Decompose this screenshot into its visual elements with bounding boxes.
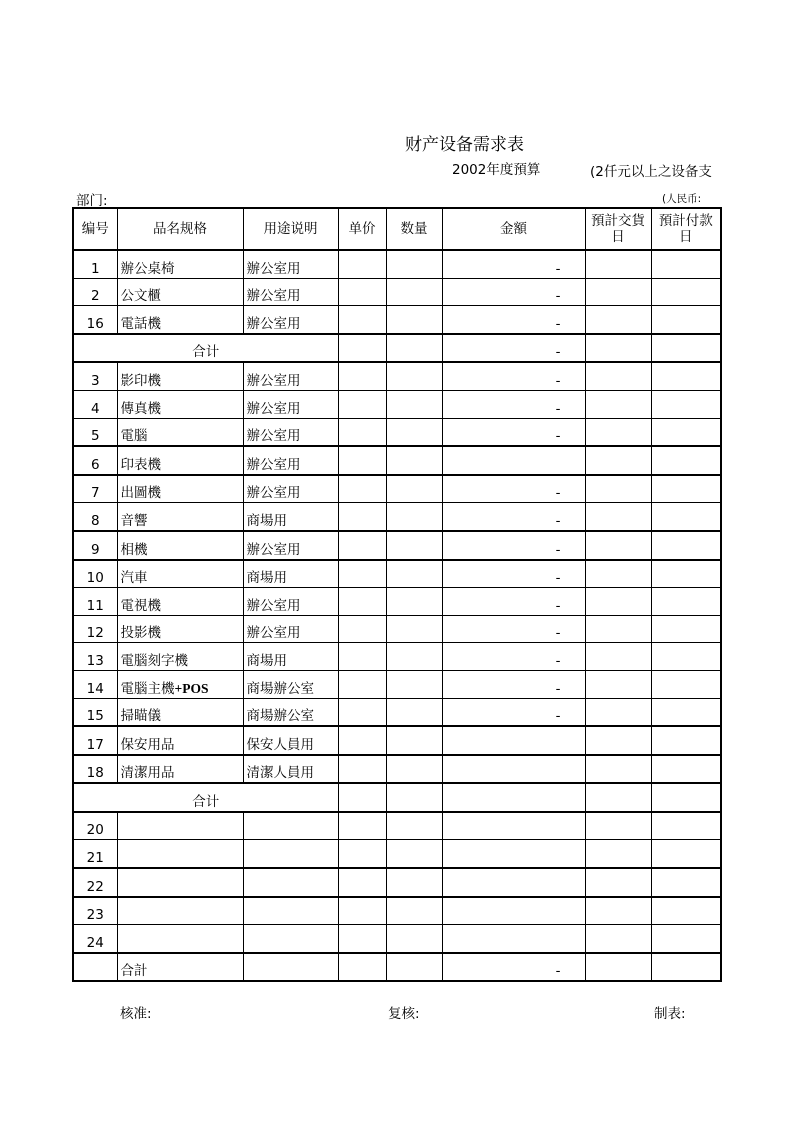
cell-no: 23 (73, 897, 117, 925)
cell-unit-price (338, 503, 386, 531)
cell-quantity (386, 390, 442, 418)
cell-quantity (386, 698, 442, 726)
equipment-request-table (72, 207, 722, 982)
cell-unit-price (338, 475, 386, 503)
cell-purpose: 辦公室用 (243, 446, 338, 475)
cell-name: 傳真機 (117, 390, 243, 418)
cell-quantity (386, 446, 442, 475)
cell-quantity (386, 418, 442, 446)
cell-purpose: 辦公室用 (243, 615, 338, 643)
cell-no: 7 (73, 475, 117, 503)
cell-quantity (386, 925, 442, 953)
table-row (73, 840, 721, 868)
header-delivery-date: 預計交貨日 (585, 208, 651, 250)
cell-name: 掃瞄儀 (117, 698, 243, 726)
cell-unit-price (338, 698, 386, 726)
cell-payment-date (651, 783, 721, 812)
cell-purpose: 商場辦公室 (243, 698, 338, 726)
cell-delivery-date (585, 278, 651, 306)
header-no: 编号 (73, 208, 117, 250)
cell-amount: - (442, 615, 585, 643)
cell-purpose: 辦公室用 (243, 475, 338, 503)
table-row (73, 755, 721, 784)
cell-purpose: 辦公室用 (243, 306, 338, 334)
cell-amount (442, 783, 585, 812)
cell-name: 投影機 (117, 615, 243, 643)
cell-unit-price (338, 726, 386, 755)
cell-no: 1 (73, 250, 117, 278)
cell-payment-date (651, 643, 721, 671)
cell-amount: - (442, 503, 585, 531)
cell-purpose (243, 897, 338, 925)
cell-amount: - (442, 250, 585, 278)
cell-name: 電腦刻字機 (117, 643, 243, 671)
cell-no: 20 (73, 812, 117, 840)
table-row (73, 925, 721, 953)
cell-quantity (386, 503, 442, 531)
table-row (73, 418, 721, 446)
cell-purpose: 辦公室用 (243, 390, 338, 418)
cell-purpose: 辦公室用 (243, 418, 338, 446)
cell-unit-price (338, 783, 386, 812)
cell-quantity (386, 812, 442, 840)
cell-purpose: 商場用 (243, 643, 338, 671)
cell-amount (442, 868, 585, 897)
cell-payment-date (651, 334, 721, 363)
cell-quantity (386, 643, 442, 671)
cell-name: 電話機 (117, 306, 243, 334)
table-row (73, 897, 721, 925)
cell-amount (442, 446, 585, 475)
cell-no: 3 (73, 362, 117, 390)
cell-delivery-date (585, 615, 651, 643)
cell-delivery-date (585, 306, 651, 334)
cell-unit-price (338, 306, 386, 334)
cell-no: 13 (73, 643, 117, 671)
cell-name: 汽車 (117, 560, 243, 588)
cell-payment-date (651, 840, 721, 868)
cell-purpose (243, 925, 338, 953)
cell-quantity (386, 362, 442, 390)
cell-delivery-date (585, 698, 651, 726)
cell-name (117, 868, 243, 897)
cell-amount: - (442, 643, 585, 671)
cell-delivery-date (585, 390, 651, 418)
cell-unit-price (338, 588, 386, 616)
cell-unit-price (338, 670, 386, 698)
subtotal-row (73, 783, 721, 812)
cell-name: 電腦主機+POS (117, 670, 243, 698)
cell-delivery-date (585, 531, 651, 560)
cell-amount: - (442, 560, 585, 588)
cell-quantity (386, 531, 442, 560)
table-row (73, 698, 721, 726)
cell-no (73, 953, 117, 982)
cell-no: 16 (73, 306, 117, 334)
cell-name: 清潔用品 (117, 755, 243, 784)
cell-amount (442, 755, 585, 784)
cell-delivery-date (585, 868, 651, 897)
cell-unit-price (338, 531, 386, 560)
cell-quantity (386, 840, 442, 868)
cell-amount (442, 840, 585, 868)
cell-payment-date (651, 812, 721, 840)
cell-delivery-date (585, 643, 651, 671)
cell-amount: - (442, 306, 585, 334)
cell-purpose: 商場用 (243, 560, 338, 588)
table-row (73, 446, 721, 475)
cell-delivery-date (585, 503, 651, 531)
cell-no: 15 (73, 698, 117, 726)
cell-unit-price (338, 560, 386, 588)
cell-unit-price (338, 755, 386, 784)
cell-name: 影印機 (117, 362, 243, 390)
header-unit-price: 单价 (338, 208, 386, 250)
cell-payment-date (651, 897, 721, 925)
cell-payment-date (651, 362, 721, 390)
cell-unit-price (338, 278, 386, 306)
cell-amount: - (442, 698, 585, 726)
cell-no: 17 (73, 726, 117, 755)
prepared-by-label: 制表: (654, 1006, 686, 1022)
table-row (73, 362, 721, 390)
cell-purpose: 保安人員用 (243, 726, 338, 755)
cell-unit-price (338, 812, 386, 840)
cell-amount (442, 897, 585, 925)
cell-payment-date (651, 698, 721, 726)
cell-quantity (386, 306, 442, 334)
cell-unit-price (338, 362, 386, 390)
cell-delivery-date (585, 726, 651, 755)
cell-quantity (386, 868, 442, 897)
cell-amount: - (442, 531, 585, 560)
cell-amount: - (442, 418, 585, 446)
cell-delivery-date (585, 560, 651, 588)
cell-name: 保安用品 (117, 726, 243, 755)
cell-delivery-date (585, 446, 651, 475)
cell-no: 18 (73, 755, 117, 784)
table-row (73, 588, 721, 616)
cell-name: 相機 (117, 531, 243, 560)
cell-quantity (386, 475, 442, 503)
cell-quantity (386, 726, 442, 755)
cell-payment-date (651, 306, 721, 334)
cell-no: 2 (73, 278, 117, 306)
cell-name: 電腦 (117, 418, 243, 446)
cell-delivery-date (585, 897, 651, 925)
table-row (73, 250, 721, 278)
cell-name: 音響 (117, 503, 243, 531)
cell-unit-price (338, 840, 386, 868)
cell-delivery-date (585, 953, 651, 982)
cell-payment-date (651, 278, 721, 306)
cell-quantity (386, 897, 442, 925)
cell-no: 11 (73, 588, 117, 616)
cell-no: 21 (73, 840, 117, 868)
cell-purpose: 商場用 (243, 503, 338, 531)
table-row (73, 531, 721, 560)
table-row (73, 643, 721, 671)
cell-payment-date (651, 475, 721, 503)
page-title: 财产设备需求表 (405, 135, 524, 155)
cell-payment-date (651, 868, 721, 897)
approved-by-label: 核准: (120, 1006, 152, 1022)
cell-unit-price (338, 334, 386, 363)
cell-payment-date (651, 446, 721, 475)
cell-delivery-date (585, 755, 651, 784)
cell-name (117, 840, 243, 868)
cell-name (117, 925, 243, 953)
cell-payment-date (651, 953, 721, 982)
table-row (73, 953, 721, 982)
cell-unit-price (338, 868, 386, 897)
cell-amount: - (442, 278, 585, 306)
table-row (73, 868, 721, 897)
header-purpose: 用途说明 (243, 208, 338, 250)
cell-no: 12 (73, 615, 117, 643)
cell-delivery-date (585, 475, 651, 503)
cell-payment-date (651, 588, 721, 616)
table-row (73, 812, 721, 840)
cell-payment-date (651, 390, 721, 418)
cell-unit-price (338, 953, 386, 982)
cell-purpose: 辦公室用 (243, 588, 338, 616)
cell-payment-date (651, 925, 721, 953)
table-row (73, 726, 721, 755)
cell-purpose: 辦公室用 (243, 250, 338, 278)
cell-quantity (386, 334, 442, 363)
cell-amount (442, 812, 585, 840)
cell-amount: - (442, 670, 585, 698)
cell-no: 9 (73, 531, 117, 560)
cell-amount: - (442, 390, 585, 418)
cell-unit-price (338, 925, 386, 953)
cell-name: 合計 (117, 953, 243, 982)
table-row (73, 670, 721, 698)
cell-quantity (386, 953, 442, 982)
cell-delivery-date (585, 840, 651, 868)
cell-quantity (386, 755, 442, 784)
cell-no: 8 (73, 503, 117, 531)
header-name: 品名规格 (117, 208, 243, 250)
cell-name: 出圖機 (117, 475, 243, 503)
table-row (73, 615, 721, 643)
cell-purpose (243, 812, 338, 840)
cell-payment-date (651, 670, 721, 698)
cell-no: 6 (73, 446, 117, 475)
cell-payment-date (651, 418, 721, 446)
cell-purpose: 辦公室用 (243, 278, 338, 306)
currency-unit-note: (人民币: (662, 193, 702, 205)
cell-no: 14 (73, 670, 117, 698)
cell-amount (442, 726, 585, 755)
cell-purpose: 辦公室用 (243, 531, 338, 560)
cell-name (117, 897, 243, 925)
cell-delivery-date (585, 812, 651, 840)
cell-delivery-date (585, 362, 651, 390)
cell-unit-price (338, 615, 386, 643)
cell-name: 辦公桌椅 (117, 250, 243, 278)
cell-unit-price (338, 418, 386, 446)
cell-quantity (386, 783, 442, 812)
subtotal-label: 合计 (73, 334, 338, 363)
cell-unit-price (338, 897, 386, 925)
cell-name: 電視機 (117, 588, 243, 616)
cell-name (117, 812, 243, 840)
cell-payment-date (651, 560, 721, 588)
cell-payment-date (651, 726, 721, 755)
cell-amount: - (442, 475, 585, 503)
cell-amount: - (442, 588, 585, 616)
cell-no: 24 (73, 925, 117, 953)
cell-unit-price (338, 390, 386, 418)
cell-quantity (386, 588, 442, 616)
cell-payment-date (651, 503, 721, 531)
cell-purpose: 商場辦公室 (243, 670, 338, 698)
cell-payment-date (651, 531, 721, 560)
cell-amount: - (442, 953, 585, 982)
cell-quantity (386, 250, 442, 278)
reviewed-by-label: 复核: (388, 1006, 420, 1022)
cell-delivery-date (585, 783, 651, 812)
cell-payment-date (651, 250, 721, 278)
table-row (73, 278, 721, 306)
cell-amount: - (442, 362, 585, 390)
cell-no: 22 (73, 868, 117, 897)
subtotal-row (73, 334, 721, 363)
cell-unit-price (338, 250, 386, 278)
cell-purpose (243, 868, 338, 897)
cell-delivery-date (585, 925, 651, 953)
cell-delivery-date (585, 250, 651, 278)
cell-unit-price (338, 643, 386, 671)
header-payment-date: 預計付款日 (651, 208, 721, 250)
department-label: 部门: (76, 193, 108, 209)
cell-payment-date (651, 615, 721, 643)
cell-purpose: 辦公室用 (243, 362, 338, 390)
cell-quantity (386, 278, 442, 306)
cell-amount: - (442, 334, 585, 363)
cell-amount (442, 925, 585, 953)
table-row (73, 306, 721, 334)
cell-name: 印表機 (117, 446, 243, 475)
table-header-row (73, 208, 721, 250)
cell-purpose: 清潔人員用 (243, 755, 338, 784)
table-row (73, 503, 721, 531)
cell-no: 5 (73, 418, 117, 446)
table-row (73, 560, 721, 588)
table-row (73, 390, 721, 418)
cell-delivery-date (585, 334, 651, 363)
subtotal-label: 合计 (73, 783, 338, 812)
cell-quantity (386, 615, 442, 643)
cell-delivery-date (585, 588, 651, 616)
cell-delivery-date (585, 418, 651, 446)
budget-year-subtitle: 2002年度預算 (452, 162, 541, 178)
cell-no: 4 (73, 390, 117, 418)
cell-name: 公文櫃 (117, 278, 243, 306)
table-row (73, 475, 721, 503)
cell-delivery-date (585, 670, 651, 698)
cell-no: 10 (73, 560, 117, 588)
cell-unit-price (338, 446, 386, 475)
cell-quantity (386, 560, 442, 588)
header-amount: 金額 (442, 208, 585, 250)
cell-quantity (386, 670, 442, 698)
header-quantity: 数量 (386, 208, 442, 250)
cell-purpose (243, 840, 338, 868)
subtitle-note: (2仟元以上之设备支 (590, 164, 712, 180)
cell-payment-date (651, 755, 721, 784)
cell-purpose (243, 953, 338, 982)
